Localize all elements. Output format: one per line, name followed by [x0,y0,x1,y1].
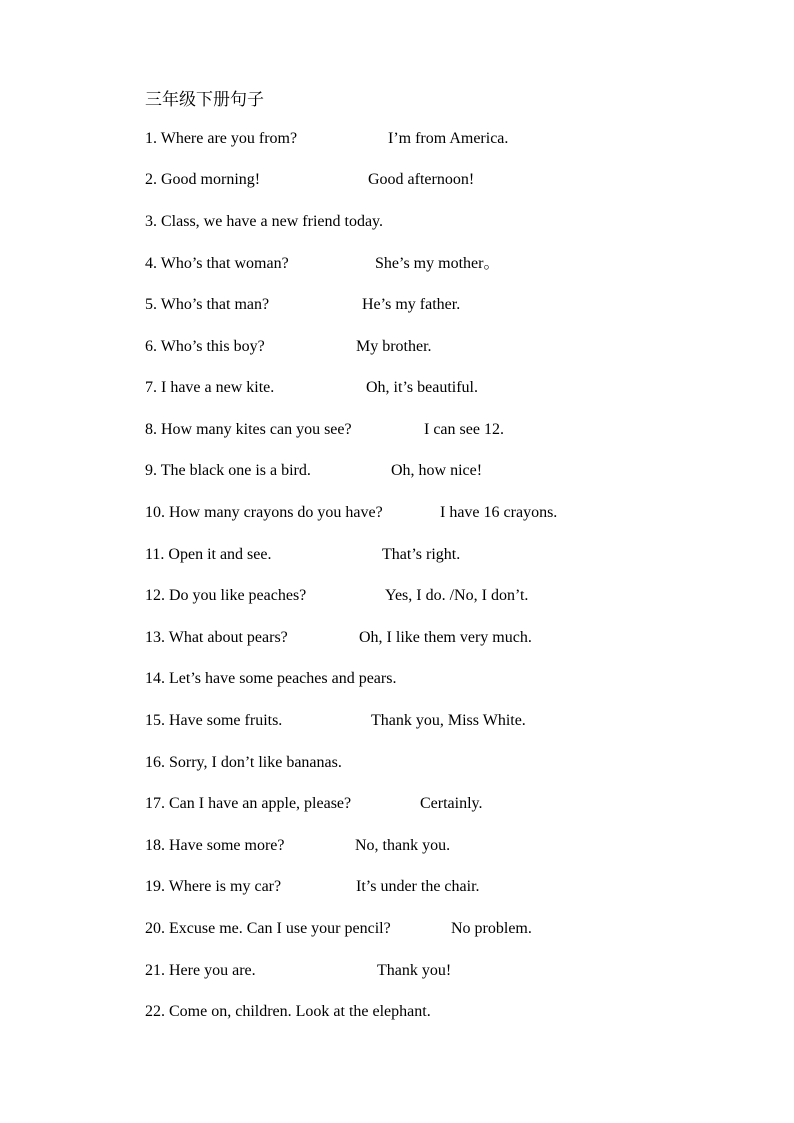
answer-text: Certainly. [420,795,483,812]
answer-text: Good afternoon! [368,171,475,188]
question-text: 2. Good morning! [145,171,261,188]
question-text: 4. Who’s that woman? [145,255,289,272]
question-text: 5. Who’s that man? [145,296,270,313]
answer-text: Thank you, Miss White. [371,712,526,729]
question-text: 3. Class, we have a new friend today. [145,213,383,230]
question-text: 22. Come on, children. Look at the elephant. [145,1003,431,1020]
answer-text: Oh, I like them very much. [359,629,532,646]
page-title: 三年级下册句子 [145,90,264,110]
question-text: 16. Sorry, I don’t like bananas. [145,754,342,771]
answer-text: My brother. [356,338,432,355]
answer-text: He’s my father. [362,296,461,313]
question-text: 6. Who’s this boy? [145,338,265,355]
answer-text: I have 16 crayons. [440,504,558,521]
answer-text: That’s right. [382,546,461,563]
answer-text: I’m from America. [388,130,509,147]
question-text: 17. Can I have an apple, please? [145,795,352,812]
question-text: 19. Where is my car? [145,878,282,895]
question-text: 14. Let’s have some peaches and pears. [145,670,397,687]
answer-text: Thank you! [377,962,452,979]
answer-text: Yes, I do. /No, I don’t. [385,587,529,604]
question-text: 18. Have some more? [145,837,285,854]
question-text: 10. How many crayons do you have? [145,504,383,521]
question-text: 9. The black one is a bird. [145,462,311,479]
answer-text: Oh, how nice! [391,462,483,479]
answer-text: No, thank you. [355,837,451,854]
answer-text: I can see 12. [424,421,504,438]
answer-text: No problem. [451,920,532,937]
question-text: 8. How many kites can you see? [145,421,352,438]
question-text: 15. Have some fruits. [145,712,283,729]
question-text: 7. I have a new kite. [145,379,275,396]
question-text: 1. Where are you from? [145,130,298,147]
question-text: 20. Excuse me. Can I use your pencil? [145,920,391,937]
answer-text: She’s my mother。 [375,255,500,272]
question-text: 13. What about pears? [145,629,288,646]
question-text: 11. Open it and see. [145,546,272,563]
question-text: 21. Here you are. [145,962,256,979]
question-text: 12. Do you like peaches? [145,587,307,604]
answer-text: Oh, it’s beautiful. [366,379,478,396]
answer-text: It’s under the chair. [356,878,480,895]
